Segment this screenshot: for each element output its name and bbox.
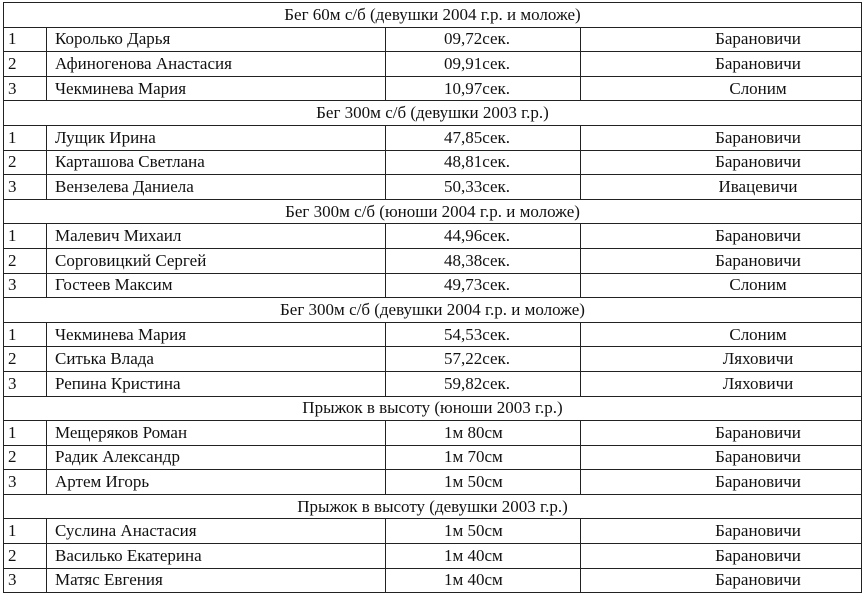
- result-cell: 1м 80см: [386, 421, 581, 446]
- place-cell: 1: [4, 421, 47, 446]
- result-cell: 10,97сек.: [386, 76, 581, 101]
- city-cell: Слоним: [581, 76, 862, 101]
- result-cell: 48,81сек.: [386, 150, 581, 175]
- place-cell: 2: [4, 150, 47, 175]
- section-title: Прыжок в высоту (юноши 2003 г.р.): [4, 396, 862, 421]
- athlete-name-cell: Репина Кристина: [47, 371, 386, 396]
- place-cell: 3: [4, 568, 47, 593]
- city-cell: Барановичи: [581, 224, 862, 249]
- athlete-name-cell: Суслина Анастасия: [47, 519, 386, 544]
- place-cell: 3: [4, 371, 47, 396]
- result-cell: 48,38сек.: [386, 248, 581, 273]
- city-cell: Барановичи: [581, 445, 862, 470]
- athlete-name-cell: Матяс Евгения: [47, 568, 386, 593]
- table-row: [4, 519, 862, 544]
- athlete-name-cell: Ситька Влада: [47, 347, 386, 372]
- result-cell: 59,82сек.: [386, 371, 581, 396]
- place-cell: 2: [4, 248, 47, 273]
- table-row: [4, 125, 862, 150]
- place-cell: 3: [4, 175, 47, 200]
- athlete-name-cell: Малевич Михаил: [47, 224, 386, 249]
- place-cell: 3: [4, 273, 47, 298]
- city-cell: Барановичи: [581, 52, 862, 77]
- result-cell: 54,53сек.: [386, 322, 581, 347]
- place-cell: 1: [4, 519, 47, 544]
- athlete-name-cell: Сорговицкий Сергей: [47, 248, 386, 273]
- table-row: [4, 568, 862, 593]
- athlete-name-cell: Гостеев Максим: [47, 273, 386, 298]
- section-header-row: [4, 396, 862, 421]
- athlete-name-cell: Лущик Ирина: [47, 125, 386, 150]
- city-cell: Барановичи: [581, 568, 862, 593]
- result-cell: 09,72сек.: [386, 27, 581, 52]
- results-table: [3, 2, 862, 593]
- place-cell: 2: [4, 544, 47, 569]
- result-cell: 50,33сек.: [386, 175, 581, 200]
- city-cell: Ивацевичи: [581, 175, 862, 200]
- city-cell: Слоним: [581, 322, 862, 347]
- table-row: [4, 224, 862, 249]
- result-cell: 1м 50см: [386, 470, 581, 495]
- table-row: [4, 175, 862, 200]
- city-cell: Ляховичи: [581, 371, 862, 396]
- section-header-row: [4, 199, 862, 224]
- section-header-row: [4, 3, 862, 28]
- city-cell: Ляховичи: [581, 347, 862, 372]
- athlete-name-cell: Чекминева Мария: [47, 322, 386, 347]
- athlete-name-cell: Артем Игорь: [47, 470, 386, 495]
- table-row: [4, 445, 862, 470]
- athlete-name-cell: Чекминева Мария: [47, 76, 386, 101]
- result-cell: 1м 70см: [386, 445, 581, 470]
- city-cell: Барановичи: [581, 470, 862, 495]
- result-cell: 1м 50см: [386, 519, 581, 544]
- city-cell: Барановичи: [581, 150, 862, 175]
- place-cell: 2: [4, 445, 47, 470]
- table-row: [4, 322, 862, 347]
- table-row: [4, 52, 862, 77]
- section-title: Бег 60м с/б (девушки 2004 г.р. и моложе): [4, 3, 862, 28]
- city-cell: Барановичи: [581, 27, 862, 52]
- result-cell: 49,73сек.: [386, 273, 581, 298]
- table-row: [4, 76, 862, 101]
- athlete-name-cell: Афиногенова Анастасия: [47, 52, 386, 77]
- city-cell: Барановичи: [581, 248, 862, 273]
- table-row: [4, 27, 862, 52]
- result-cell: 1м 40см: [386, 568, 581, 593]
- city-cell: Барановичи: [581, 519, 862, 544]
- athlete-name-cell: Радик Александр: [47, 445, 386, 470]
- athlete-name-cell: Карташова Светлана: [47, 150, 386, 175]
- table-row: [4, 347, 862, 372]
- table-row: [4, 273, 862, 298]
- athlete-name-cell: Королько Дарья: [47, 27, 386, 52]
- place-cell: 2: [4, 52, 47, 77]
- result-cell: 44,96сек.: [386, 224, 581, 249]
- city-cell: Барановичи: [581, 125, 862, 150]
- result-cell: 47,85сек.: [386, 125, 581, 150]
- table-row: [4, 150, 862, 175]
- place-cell: 3: [4, 470, 47, 495]
- place-cell: 1: [4, 224, 47, 249]
- table-row: [4, 248, 862, 273]
- place-cell: 1: [4, 27, 47, 52]
- athlete-name-cell: Василько Екатерина: [47, 544, 386, 569]
- section-header-row: [4, 298, 862, 323]
- city-cell: Барановичи: [581, 544, 862, 569]
- place-cell: 3: [4, 76, 47, 101]
- section-title: Бег 300м с/б (девушки 2004 г.р. и моложе): [4, 298, 862, 323]
- result-cell: 57,22сек.: [386, 347, 581, 372]
- section-title: Бег 300м с/б (девушки 2003 г.р.): [4, 101, 862, 126]
- place-cell: 1: [4, 125, 47, 150]
- section-title: Прыжок в высоту (девушки 2003 г.р.): [4, 494, 862, 519]
- section-header-row: [4, 494, 862, 519]
- section-header-row: [4, 101, 862, 126]
- result-cell: 1м 40см: [386, 544, 581, 569]
- athlete-name-cell: Вензелева Даниела: [47, 175, 386, 200]
- table-row: [4, 470, 862, 495]
- result-cell: 09,91сек.: [386, 52, 581, 77]
- table-row: [4, 544, 862, 569]
- athlete-name-cell: Мещеряков Роман: [47, 421, 386, 446]
- results-table-body: [4, 3, 862, 593]
- table-row: [4, 371, 862, 396]
- section-title: Бег 300м с/б (юноши 2004 г.р. и моложе): [4, 199, 862, 224]
- place-cell: 2: [4, 347, 47, 372]
- city-cell: Барановичи: [581, 421, 862, 446]
- table-row: [4, 421, 862, 446]
- city-cell: Слоним: [581, 273, 862, 298]
- place-cell: 1: [4, 322, 47, 347]
